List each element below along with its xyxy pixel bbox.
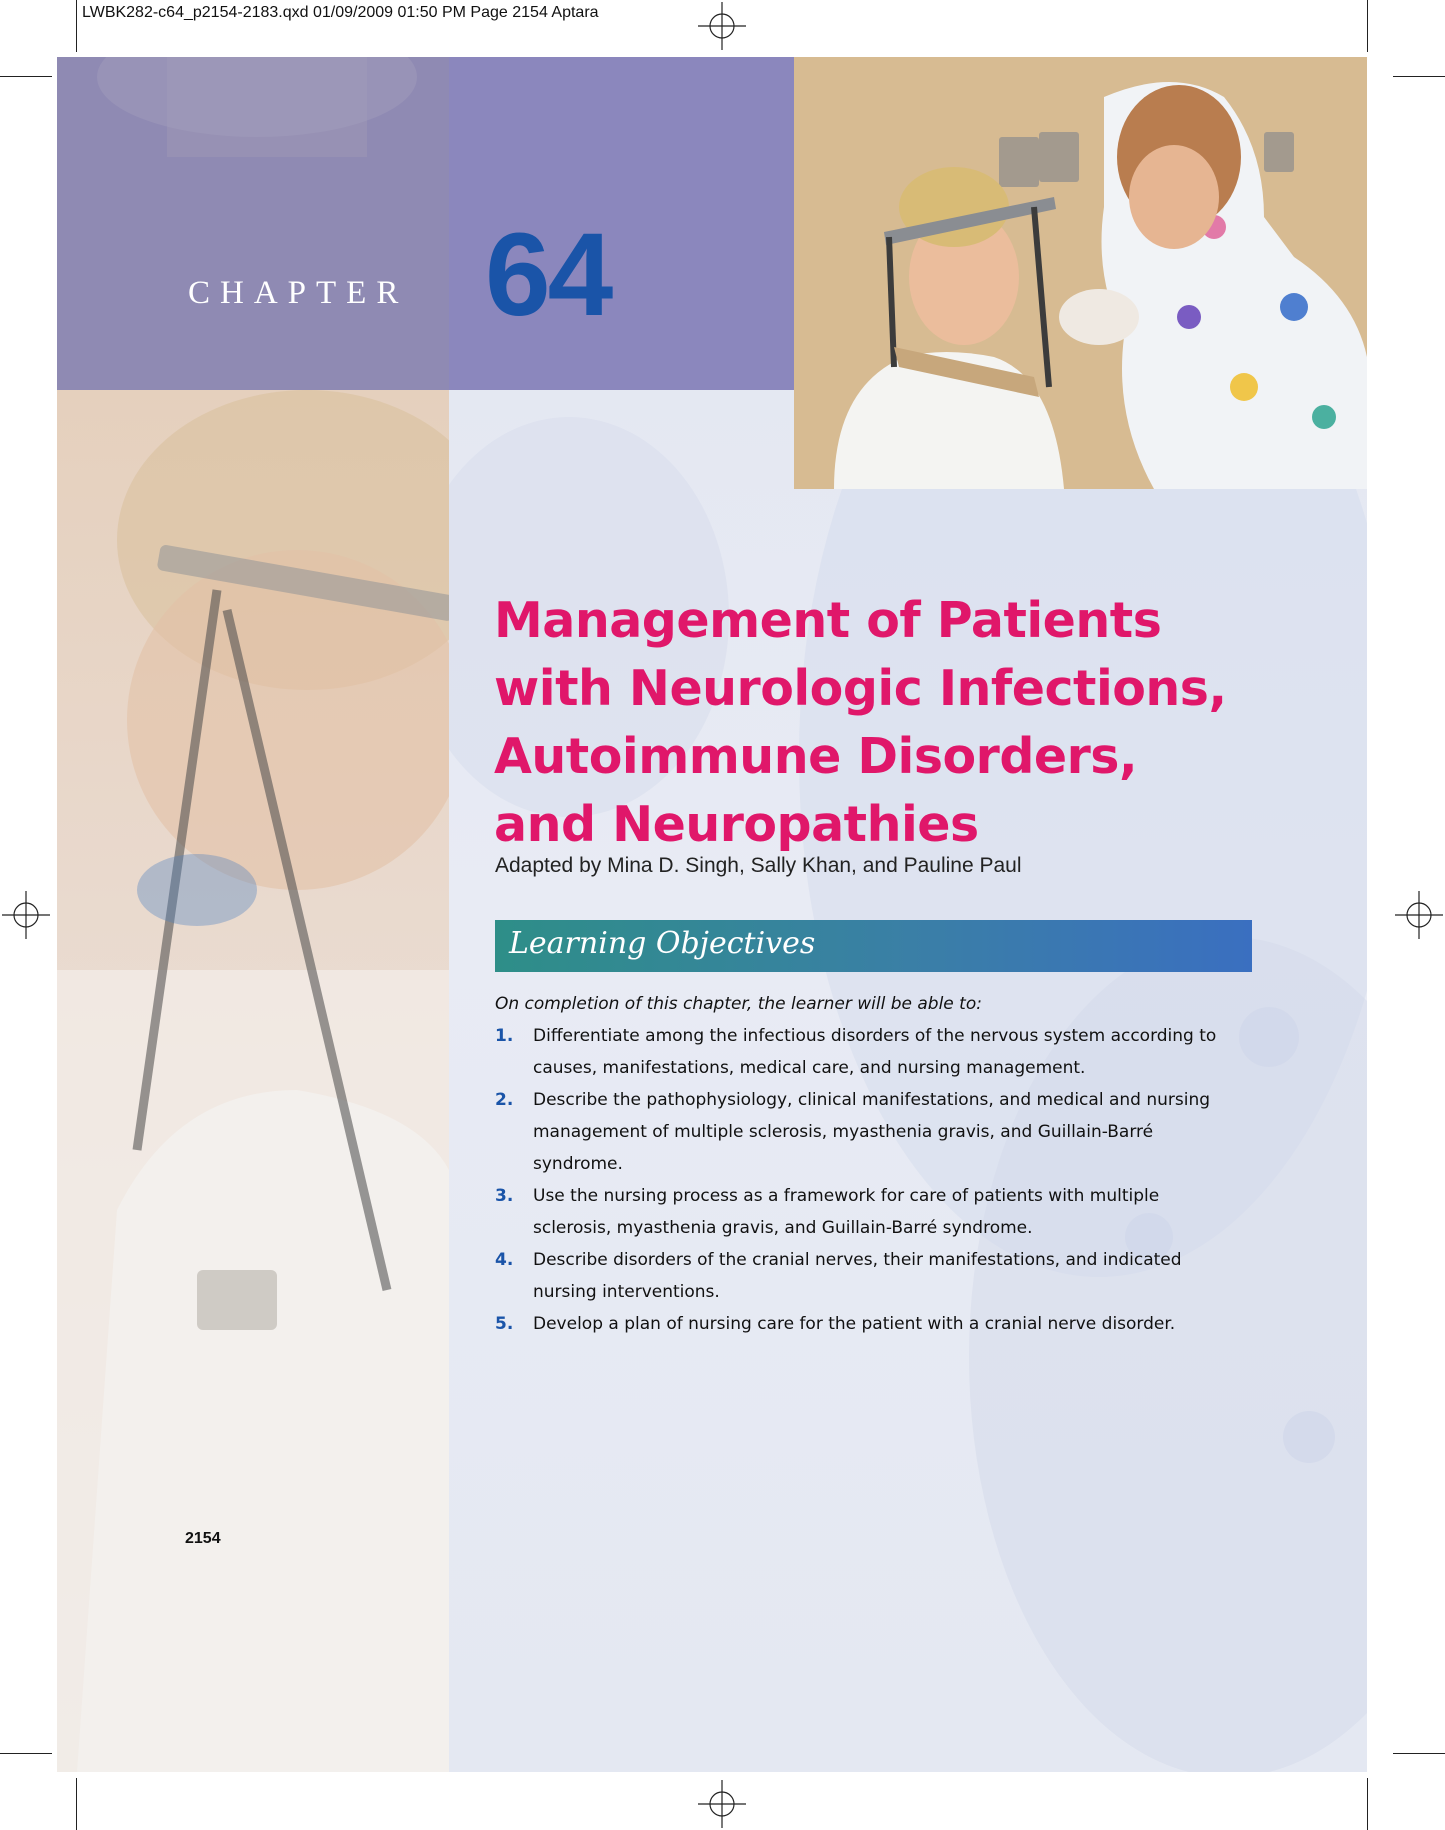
objective-item [495, 1180, 1275, 1244]
objective-number: 3. [495, 1186, 514, 1206]
crop-mark [1367, 0, 1368, 52]
chapter-number: 64 [485, 209, 611, 341]
title-line: Management of Patients [494, 592, 1162, 649]
title-line: Autoimmune Disorders, [494, 728, 1138, 785]
registration-mark-icon [698, 2, 746, 50]
objective-item [495, 1244, 1275, 1308]
objective-line: syndrome. [533, 1154, 623, 1174]
objective-line: Describe the pathophysiology, clinical manifestations, and medical and nursing [533, 1090, 1211, 1110]
chapter-title [494, 587, 1254, 859]
crop-mark [76, 0, 77, 52]
objective-line: sclerosis, myasthenia gravis, and Guillain-Barré syndrome. [533, 1218, 1033, 1238]
crop-mark [1367, 1778, 1368, 1830]
registration-mark-icon [2, 891, 50, 939]
nurse-adjusting-halo-photo [794, 57, 1367, 489]
print-slug: LWBK282-c64_p2154-2183.qxd 01/09/2009 01:50 PM Page 2154 Aptara [82, 4, 599, 21]
crop-mark [1393, 76, 1445, 77]
title-line: and Neuropathies [494, 796, 979, 853]
crop-mark [0, 76, 52, 77]
crop-mark [0, 1753, 52, 1754]
crop-mark [1393, 1753, 1445, 1754]
registration-mark-icon [1395, 891, 1443, 939]
learning-objectives-header [495, 920, 1252, 972]
objective-item [495, 1308, 1275, 1340]
objective-number: 1. [495, 1026, 514, 1046]
background-photo-left [57, 390, 449, 1772]
objective-line: causes, manifestations, medical care, and nursing management. [533, 1058, 1086, 1078]
objective-line: Differentiate among the infectious disorders of the nervous system according to [533, 1026, 1217, 1046]
chapter-band-left [57, 57, 449, 390]
objectives-list [495, 1020, 1275, 1340]
band-photo-overlay [57, 57, 449, 390]
chapter-label: CHAPTER [188, 275, 409, 311]
chapter-authors: Adapted by Mina D. Singh, Sally Khan, and Pauline Paul [495, 854, 1022, 877]
objective-line: Use the nursing process as a framework for care of patients with multiple [533, 1186, 1160, 1206]
page-number: 2154 [185, 1530, 221, 1547]
patient-halo-photo [57, 390, 449, 1772]
objective-line: Describe disorders of the cranial nerves, their manifestations, and indicated [533, 1250, 1182, 1270]
book-page [57, 57, 1367, 1772]
title-line: with Neurologic Infections, [494, 660, 1227, 717]
objectives-intro: On completion of this chapter, the learner will be able to: [495, 994, 982, 1014]
objective-number: 4. [495, 1250, 514, 1270]
objective-number: 5. [495, 1314, 514, 1334]
objective-line: nursing interventions. [533, 1282, 720, 1302]
objective-line: Develop a plan of nursing care for the patient with a cranial nerve disorder. [533, 1314, 1176, 1334]
crop-mark [76, 1778, 77, 1830]
learning-objectives-heading: Learning Objectives [509, 926, 816, 961]
objective-line: management of multiple sclerosis, myasthenia gravis, and Guillain-Barré [533, 1122, 1154, 1142]
objective-number: 2. [495, 1090, 514, 1110]
objective-item [495, 1020, 1275, 1084]
registration-mark-icon [698, 1780, 746, 1828]
objective-item [495, 1084, 1275, 1180]
